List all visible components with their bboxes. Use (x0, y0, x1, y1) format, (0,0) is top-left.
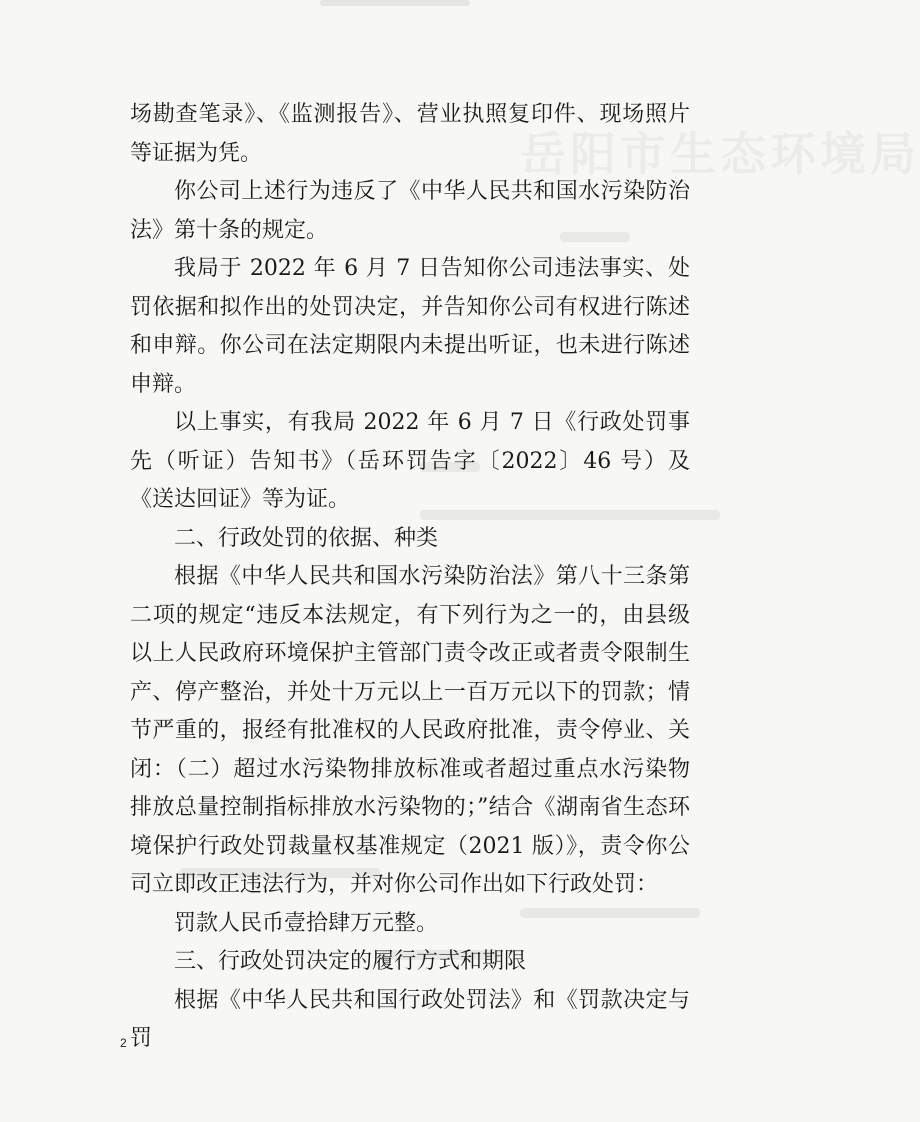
page-number: 2 (120, 1036, 127, 1050)
section-heading-basis: 二、行政处罚的依据、种类 (174, 525, 439, 551)
scan-artifact-top (320, 0, 470, 6)
bleed-through-letterhead: 岳阳市生态环境局 (520, 127, 920, 181)
section-heading-execution: 三、行政处罚决定的履行方式和期限 (174, 949, 527, 974)
paragraph-violation: 你公司上述行为违反了《中华人民共和国水污染防治法》第十条的规定。 (130, 179, 690, 243)
paragraph-facts: 以上事实，有我局 2022 年 6 月 7 日《行政处罚事先（听证）告知书》（岳环罚告字〔2022〕46 号）及《送达回证》等为证。 (130, 410, 690, 512)
paragraph-penalty: 罚款人民币壹拾肆万元整。 (174, 910, 439, 936)
paragraph-execution: 根据《中华人民共和国行政处罚法》和《罚款决定与罚 (130, 987, 690, 1051)
paragraph-legal-basis: 根据《中华人民共和国水污染防治法》第八十三条第二项的规定“违反本法规定，有下列行为之一的，由县级以上人民政府环境保护主管部门责令改正或者责令限制生产、停产整治，并处十万元以上一百万元以下的罚款；情节严重的，报经有批准权的人民政府批准，责令停业、关闭：（二）超过水污染物排放标准或者超过重点水污染物排放总量控制指标排放水污染物的；”结合《湖南省生态环境保护行政处罚裁量权基准规定（2021 版）》，责令你公司立即改正违法行为，并对你公司作出如下行政处罚： (130, 564, 690, 897)
document-body (130, 96, 690, 1059)
paragraph-notification: 我局于 2022 年 6 月 7 日告知你公司违法事实、处罚依据和拟作出的处罚决定，并告知你公司有权进行陈述和申辩。你公司在法定期限内未提出听证，也未进行陈述申辩。 (130, 256, 690, 397)
paragraph-evidence: 场勘查笔录》、《监测报告》、营业执照复印件、现场照片等证据为凭。 (130, 102, 690, 166)
